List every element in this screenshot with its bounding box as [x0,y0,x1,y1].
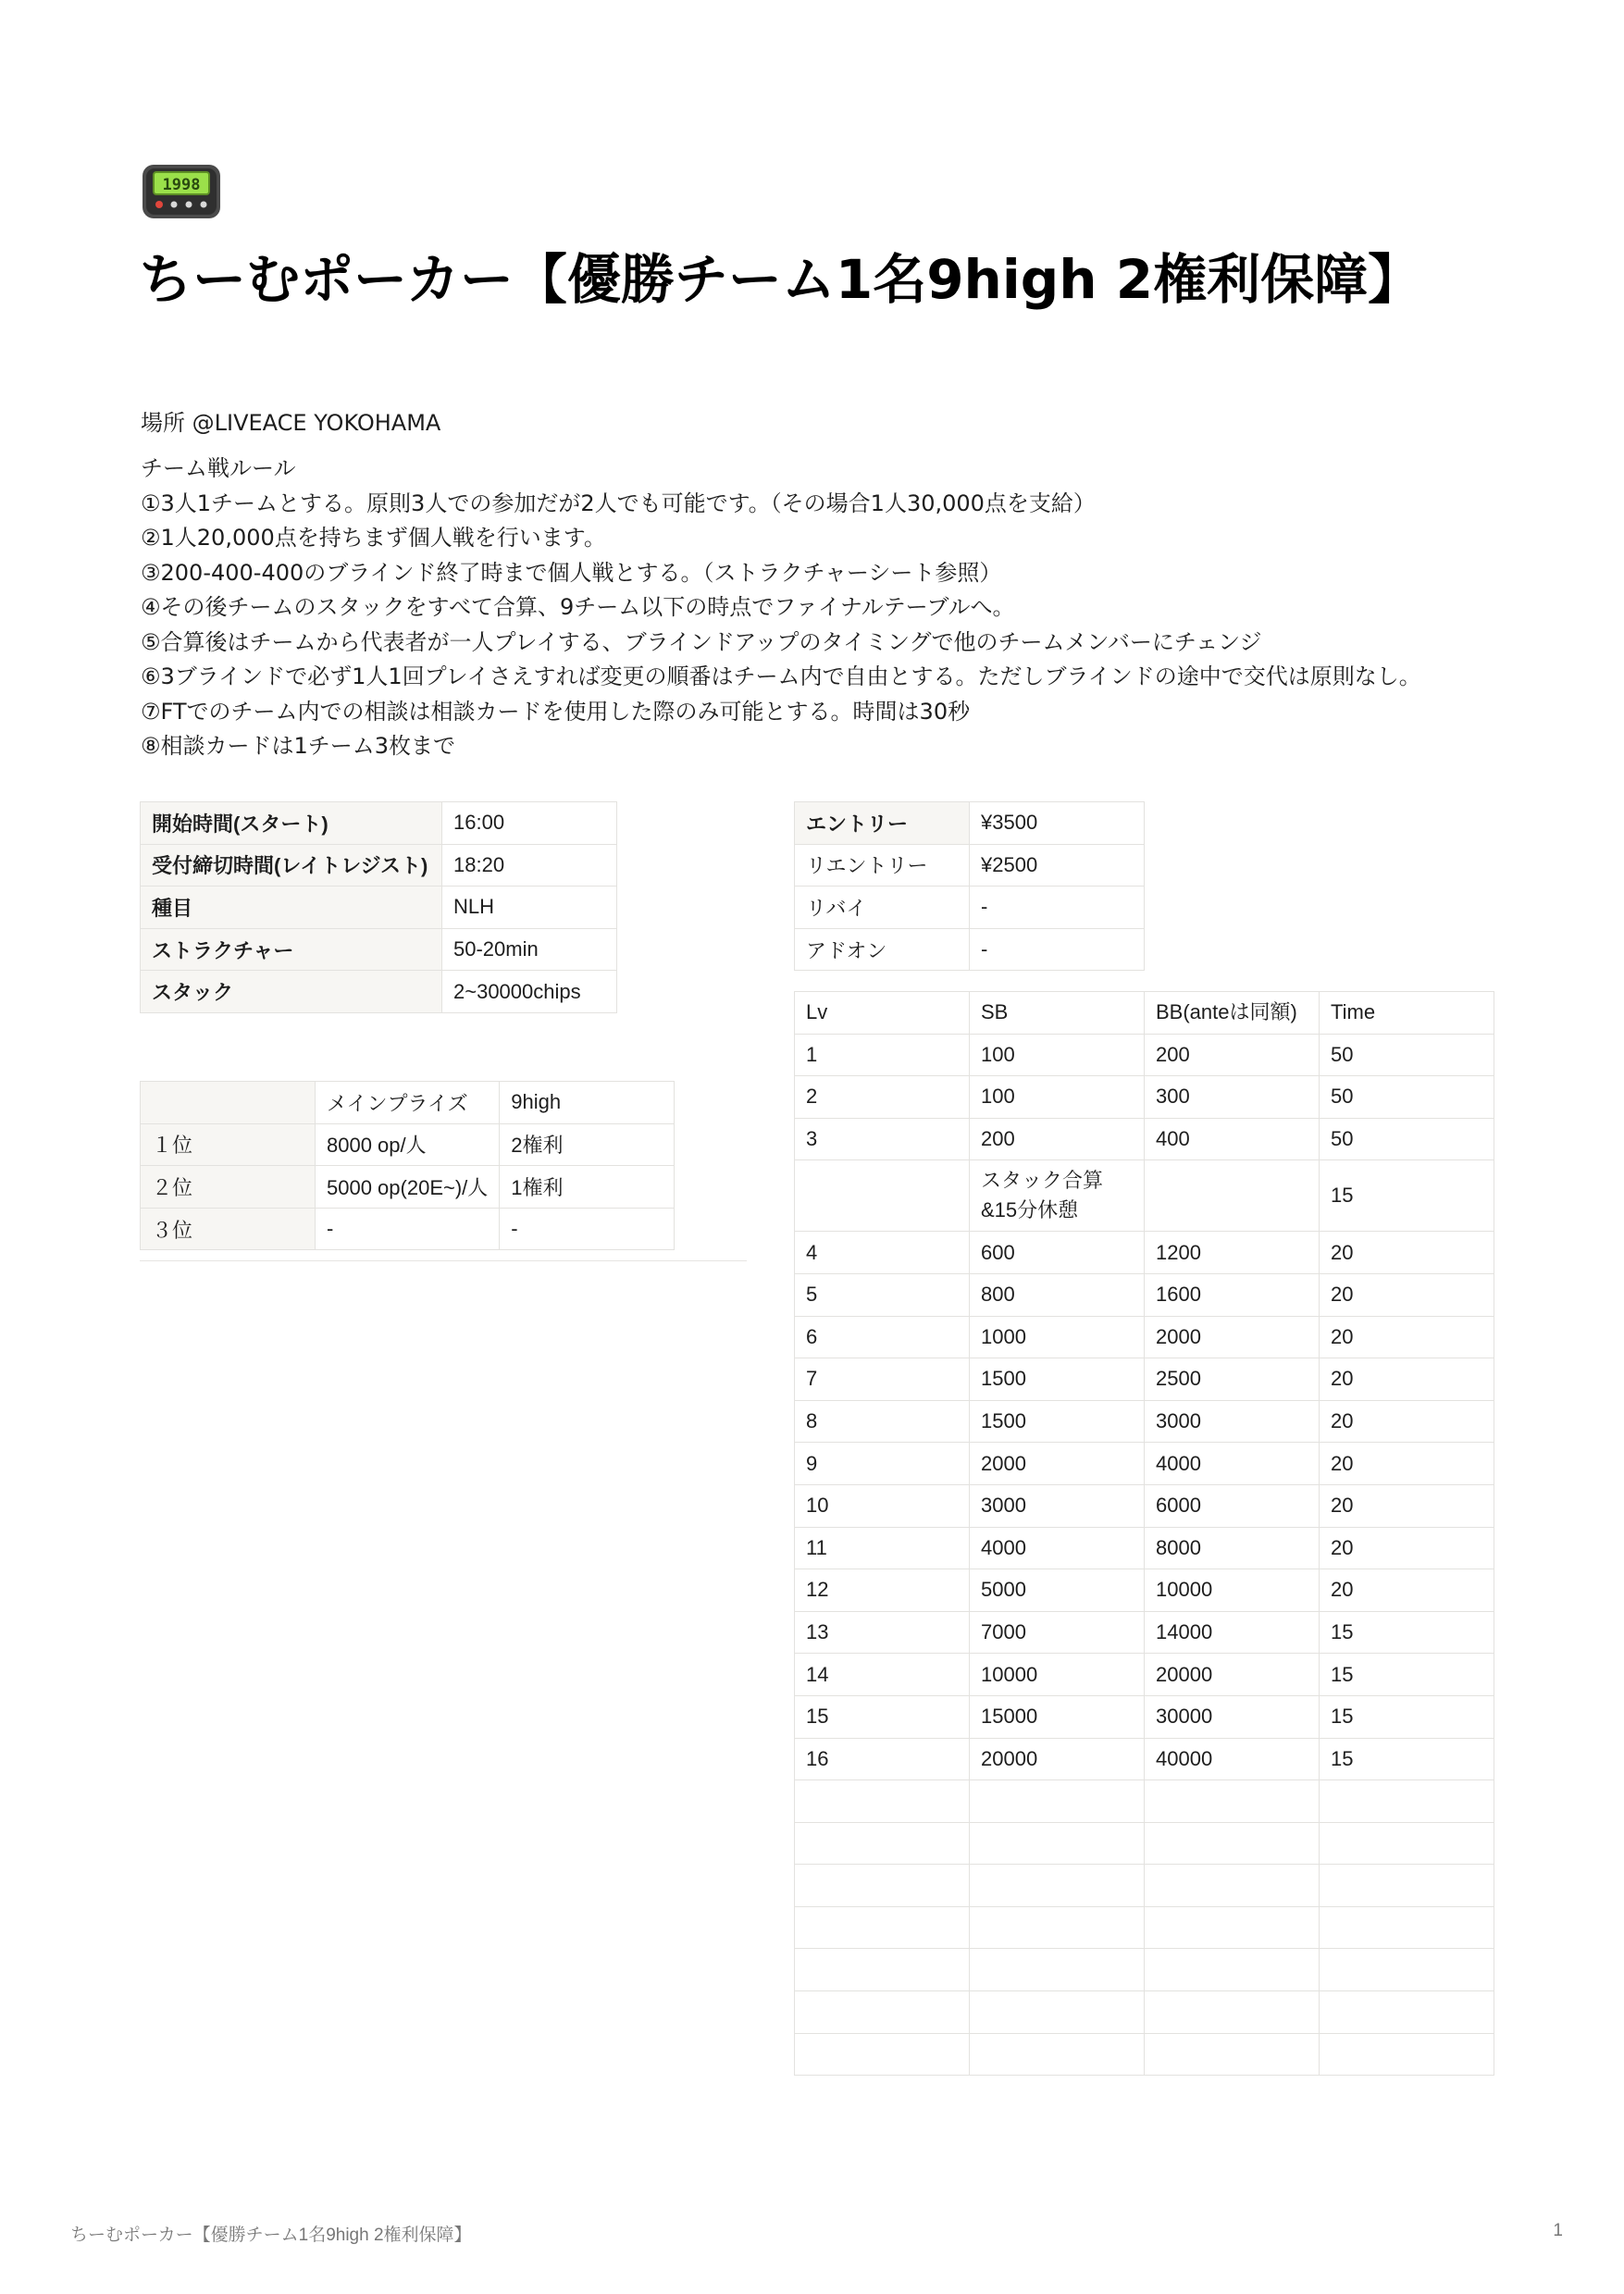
table-row [795,928,1145,971]
divider [140,1260,747,1261]
entry-label: エントリー [795,802,970,845]
structure-header-cell: SB [970,992,1145,1035]
prize-9high: - [500,1208,675,1250]
rule-line: ⑦FTでのチーム内での相談は相談カードを使用した際のみ可能とする。時間は30秒 [141,698,971,725]
sb-cell: 4000 [970,1527,1145,1569]
prize-rank: ３位 [141,1208,316,1250]
table-row [141,887,617,929]
sb-cell: スタック合算 &15分休憩 [970,1160,1145,1232]
pager-icon [141,163,222,220]
bb-cell: 400 [1145,1118,1320,1160]
rule-line: ⑧相談カードは1チーム3枚まで [141,733,456,759]
level-cell [795,1865,970,1907]
table-row [795,1443,1494,1485]
prize-9high: 2権利 [500,1123,675,1166]
bb-cell: 1200 [1145,1232,1320,1274]
venue-text: 場所 @LIVEACE YOKOHAMA [141,410,441,436]
sb-cell: 800 [970,1273,1145,1316]
bb-cell [1145,1906,1320,1949]
level-cell [795,1949,970,1991]
time-cell: 20 [1320,1273,1494,1316]
level-cell: 14 [795,1654,970,1696]
sb-cell [970,1949,1145,1991]
sb-cell: 5000 [970,1569,1145,1612]
table-row [795,1654,1494,1696]
time-cell: 15 [1320,1654,1494,1696]
table-row [795,1611,1494,1654]
sb-cell: 15000 [970,1695,1145,1738]
entry-value: - [970,887,1145,929]
sb-cell: 3000 [970,1484,1145,1527]
sb-cell: 1500 [970,1400,1145,1443]
sb-cell: 200 [970,1118,1145,1160]
time-cell [1320,1949,1494,1991]
info-value: 16:00 [442,802,617,845]
entry-label: アドオン [795,928,970,971]
bb-cell [1145,1865,1320,1907]
table-header-row [141,1082,675,1124]
bb-cell: 3000 [1145,1400,1320,1443]
time-cell: 20 [1320,1443,1494,1485]
time-cell: 20 [1320,1316,1494,1358]
bb-cell: 40000 [1145,1738,1320,1780]
prize-main: 5000 op(20E~)/人 [316,1166,500,1209]
entry-fee-table [794,801,1145,971]
table-row [141,1166,675,1209]
time-cell: 20 [1320,1527,1494,1569]
rule-line: ⑤合算後はチームから代表者が一人プレイする、ブラインドアップのタイミングで他のチームメンバーにチェンジ [141,628,1262,655]
entry-value: - [970,928,1145,971]
prize-9high: 1権利 [500,1166,675,1209]
prize-header-cell [141,1082,316,1124]
table-row [141,802,617,845]
time-cell [1320,2033,1494,2076]
sb-cell [970,1822,1145,1865]
time-cell: 15 [1320,1738,1494,1780]
sb-cell: 10000 [970,1654,1145,1696]
table-row [795,1991,1494,2034]
time-cell: 50 [1320,1118,1494,1160]
time-cell: 15 [1320,1160,1494,1232]
blind-structure-table [794,991,1494,2076]
level-cell: 6 [795,1316,970,1358]
table-row [795,1527,1494,1569]
prize-table [140,1081,675,1250]
time-cell: 15 [1320,1695,1494,1738]
level-cell: 12 [795,1569,970,1612]
level-cell: 7 [795,1358,970,1401]
rules-heading: チーム戦ルール [141,455,296,481]
table-row [795,1738,1494,1780]
prize-main: - [316,1208,500,1250]
sb-cell: 100 [970,1034,1145,1076]
footer-page-number: 1 [1553,2221,1563,2240]
level-cell: 13 [795,1611,970,1654]
level-cell: 4 [795,1232,970,1274]
info-value: 50-20min [442,928,617,971]
entry-label: リバイ [795,887,970,929]
level-cell [795,1906,970,1949]
bb-cell [1145,1160,1320,1232]
bb-cell: 30000 [1145,1695,1320,1738]
rule-line: ③200-400-400のブラインド終了時まで個人戦とする。（ストラクチャーシート参照） [141,559,1002,586]
table-header-row [795,992,1494,1035]
table-row [795,1118,1494,1160]
structure-header-cell: Lv [795,992,970,1035]
entry-value: ¥2500 [970,844,1145,887]
level-cell [795,1160,970,1232]
info-value: 18:20 [442,844,617,887]
rule-line: ①3人1チームとする。原則3人での参加だが2人でも可能です。（その場合1人30,000点を支給） [141,490,1096,516]
table-row [795,1232,1494,1274]
structure-header-cell: BB(anteは同額) [1145,992,1320,1035]
time-cell: 20 [1320,1232,1494,1274]
table-row [795,1906,1494,1949]
level-cell [795,1991,970,2034]
table-row [795,1076,1494,1119]
prize-header-cell: メインプライズ [316,1082,500,1124]
prize-rank: ２位 [141,1166,316,1209]
time-cell: 20 [1320,1358,1494,1401]
time-cell: 50 [1320,1034,1494,1076]
bb-cell [1145,1822,1320,1865]
time-cell: 20 [1320,1484,1494,1527]
level-cell [795,2033,970,2076]
info-label: 種目 [141,887,442,929]
table-row [795,1484,1494,1527]
pager-screen-text: 1998 [162,176,201,194]
time-cell: 20 [1320,1569,1494,1612]
table-row [795,1780,1494,1823]
entry-value: ¥3500 [970,802,1145,845]
rule-line: ⑥3ブラインドで必ず1人1回プレイさえすれば変更の順番はチーム内で自由とする。ただしブラインドの途中で交代は原則なし。 [141,663,1421,689]
level-cell: 11 [795,1527,970,1569]
level-cell: 1 [795,1034,970,1076]
info-label: スタック [141,971,442,1013]
bb-cell [1145,1991,1320,2034]
info-label: 受付締切時間(レイトレジスト) [141,844,442,887]
table-row [141,971,617,1013]
prize-header-cell: 9high [500,1082,675,1124]
table-row [795,1822,1494,1865]
bb-cell: 8000 [1145,1527,1320,1569]
level-cell: 10 [795,1484,970,1527]
bb-cell: 2500 [1145,1358,1320,1401]
table-row [795,1569,1494,1612]
table-row [795,1865,1494,1907]
sb-cell: 2000 [970,1443,1145,1485]
info-label: ストラクチャー [141,928,442,971]
sb-cell: 600 [970,1232,1145,1274]
level-cell: 3 [795,1118,970,1160]
time-cell [1320,1822,1494,1865]
time-cell: 20 [1320,1400,1494,1443]
table-row [795,1400,1494,1443]
level-cell: 8 [795,1400,970,1443]
sb-cell: 100 [970,1076,1145,1119]
rule-line: ④その後チームのスタックをすべて合算、9チーム以下の時点でファイナルテーブルへ。 [141,594,1015,620]
sb-cell: 1500 [970,1358,1145,1401]
sb-cell [970,1991,1145,2034]
time-cell: 15 [1320,1611,1494,1654]
level-cell: 15 [795,1695,970,1738]
sb-cell: 1000 [970,1316,1145,1358]
time-cell [1320,1991,1494,2034]
bb-cell [1145,2033,1320,2076]
info-label: 開始時間(スタート) [141,802,442,845]
bb-cell [1145,1780,1320,1823]
sb-cell [970,1780,1145,1823]
level-cell: 5 [795,1273,970,1316]
table-row [795,2033,1494,2076]
table-row [141,928,617,971]
event-info-table [140,801,617,1013]
table-row [795,1034,1494,1076]
bb-cell: 200 [1145,1034,1320,1076]
table-row [795,844,1145,887]
table-row [795,1160,1494,1232]
table-row [795,1949,1494,1991]
bb-cell: 2000 [1145,1316,1320,1358]
level-cell: 16 [795,1738,970,1780]
bb-cell: 1600 [1145,1273,1320,1316]
entry-label: リエントリー [795,844,970,887]
table-row [795,1273,1494,1316]
bb-cell [1145,1949,1320,1991]
bb-cell: 10000 [1145,1569,1320,1612]
time-cell: 50 [1320,1076,1494,1119]
table-row [795,1695,1494,1738]
level-cell: 9 [795,1443,970,1485]
structure-header-cell: Time [1320,992,1494,1035]
sb-cell [970,1865,1145,1907]
info-value: NLH [442,887,617,929]
page-title: ちーむポーカー【優勝チーム1名9high 2権利保障】 [139,248,1422,311]
level-cell [795,1780,970,1823]
time-cell [1320,1865,1494,1907]
level-cell [795,1822,970,1865]
prize-rank: １位 [141,1123,316,1166]
rule-line: ②1人20,000点を持ちまず個人戦を行います。 [141,525,606,551]
table-row [795,1358,1494,1401]
sb-cell: 20000 [970,1738,1145,1780]
bb-cell: 6000 [1145,1484,1320,1527]
table-row [141,1208,675,1250]
bb-cell: 300 [1145,1076,1320,1119]
table-row [795,887,1145,929]
rules-section [141,452,1584,764]
table-row [795,1316,1494,1358]
sb-cell [970,1906,1145,1949]
bb-cell: 20000 [1145,1654,1320,1696]
time-cell [1320,1906,1494,1949]
table-row [141,1123,675,1166]
sb-cell: 7000 [970,1611,1145,1654]
sb-cell [970,2033,1145,2076]
prize-main: 8000 op/人 [316,1123,500,1166]
level-cell: 2 [795,1076,970,1119]
footer-title: ちーむポーカー【優勝チーム1名9high 2権利保障】 [70,2226,472,2245]
bb-cell: 14000 [1145,1611,1320,1654]
time-cell [1320,1780,1494,1823]
info-value: 2~30000chips [442,971,617,1013]
table-row [795,802,1145,845]
bb-cell: 4000 [1145,1443,1320,1485]
table-row [141,844,617,887]
